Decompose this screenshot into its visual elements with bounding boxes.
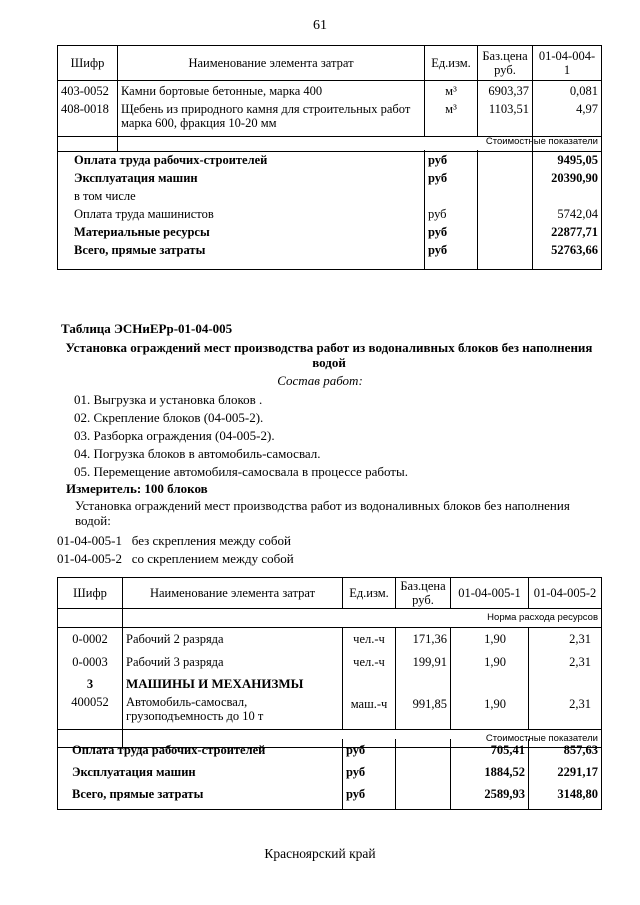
header-unit: Ед.изм. — [425, 46, 478, 81]
header-name: Наименование элемента затрат — [118, 46, 425, 81]
total-name: Эксплуатация машин — [58, 171, 425, 189]
work-item: 01. Выгрузка и установка блоков . — [74, 392, 263, 407]
total-name: Эксплуатация машин — [58, 763, 343, 785]
row-value-1: 1,90 — [451, 693, 529, 730]
row-name: Рабочий 3 разряда — [123, 652, 343, 675]
variant-item — [57, 551, 294, 567]
total-unit: руб — [425, 243, 478, 270]
work-item: 03. Разборка ограждения (04-005-2). — [74, 428, 275, 443]
row-code: 0-0002 — [58, 628, 123, 653]
row-unit: чел.-ч — [343, 628, 396, 653]
total-value: 20390,90 — [533, 171, 602, 189]
header-code: Шифр — [58, 578, 123, 609]
total-name: в том числе — [58, 189, 425, 207]
header-unit: Ед.изм. — [343, 578, 396, 609]
total-value-2: 2291,17 — [529, 763, 602, 785]
total-name: Всего, прямые затраты — [58, 243, 425, 270]
total-value-2: 857,63 — [529, 739, 602, 763]
row-price: 6903,37 — [478, 81, 533, 99]
totals-table-1 — [57, 150, 602, 270]
composition-label: Состав работ: — [277, 373, 363, 388]
total-value: 5742,04 — [533, 207, 602, 225]
total-value-1: 2589,93 — [451, 785, 529, 810]
total-name: Оплата труда машинистов — [58, 207, 425, 225]
total-name: Материальные ресурсы — [58, 225, 425, 243]
header-name: Наименование элемента затрат — [123, 578, 343, 609]
row-value: 4,97 — [533, 98, 602, 137]
section-heading: Установка ограждений мест производства работ из водоналивных блоков без наполнения водой — [65, 340, 593, 370]
meter-description: Установка ограждений мест производства работ из водоналивных блоков без наполнения водой: — [75, 498, 570, 528]
total-name: Оплата труда рабочих-строителей — [58, 739, 343, 763]
table-row — [58, 652, 602, 675]
work-item: 02. Скрепление блоков (04-005-2). — [74, 410, 264, 425]
variant-code: 01-04-005-2 — [57, 551, 122, 566]
footer-region: Красноярский край — [264, 846, 376, 861]
row-price: 199,91 — [396, 652, 451, 675]
total-value: 22877,71 — [533, 225, 602, 243]
total-value-1: 1884,52 — [451, 763, 529, 785]
row-price: 991,85 — [396, 693, 451, 730]
page-number: 61 — [313, 18, 327, 33]
table-row — [58, 98, 602, 137]
total-unit: руб — [343, 739, 396, 763]
header-norm-1: 01-04-005-1 — [451, 578, 529, 609]
row-price: 1103,51 — [478, 98, 533, 137]
row-value-2: 2,31 — [529, 652, 602, 675]
meter-label: Измеритель: 100 блоков — [66, 481, 208, 496]
total-unit: руб — [425, 207, 478, 225]
group-name: МАШИНЫ И МЕХАНИЗМЫ — [123, 675, 343, 693]
row-value-1: 1,90 — [451, 628, 529, 653]
row-unit: чел.-ч — [343, 652, 396, 675]
total-unit: руб — [343, 785, 396, 810]
header-code: Шифр — [58, 46, 118, 81]
work-item: 04. Погрузка блоков в автомобиль-самосвал. — [74, 446, 321, 461]
row-unit: маш.-ч — [343, 693, 396, 730]
group-code: 3 — [58, 675, 123, 693]
row-code: 400052 — [58, 693, 123, 730]
group-row — [58, 675, 602, 693]
row-price: 171,36 — [396, 628, 451, 653]
table-row — [58, 628, 602, 653]
table-row — [58, 81, 602, 99]
row-code: 0-0003 — [58, 652, 123, 675]
total-value-1: 705,41 — [451, 739, 529, 763]
total-name: Всего, прямые затраты — [58, 785, 343, 810]
row-name: Рабочий 2 разряда — [123, 628, 343, 653]
header-price: Баз.цена руб. — [478, 46, 533, 81]
row-value: 0,081 — [533, 81, 602, 99]
total-unit: руб — [425, 171, 478, 189]
total-value: 52763,66 — [533, 243, 602, 270]
variant-item — [57, 533, 291, 549]
total-unit: руб — [425, 225, 478, 243]
row-value-2: 2,31 — [529, 693, 602, 730]
row-unit: м³ — [425, 81, 478, 99]
total-value: 9495,05 — [533, 150, 602, 171]
norm-label: Норма расхода ресурсов — [123, 609, 602, 628]
row-code: 403-0052 — [58, 81, 118, 99]
table-title: Таблица ЭСНиЕРр-01-04-005 — [61, 321, 233, 336]
variant-text: без скрепления между собой — [131, 533, 291, 548]
row-value-1: 1,90 — [451, 652, 529, 675]
row-name: Щебень из природного камня для строительных работ марка 600, фракция 10-20 мм — [118, 98, 425, 137]
table-row — [58, 693, 602, 730]
totals-table-2 — [57, 739, 602, 810]
total-unit: руб — [425, 150, 478, 171]
variant-code: 01-04-005-1 — [57, 533, 122, 548]
row-name: Автомобиль-самосвал, грузоподъемность до 10 т — [123, 693, 343, 730]
resource-table-2 — [57, 577, 602, 748]
row-name: Камни бортовые бетонные, марка 400 — [118, 81, 425, 99]
row-value-2: 2,31 — [529, 628, 602, 653]
total-unit: руб — [343, 763, 396, 785]
total-name: Оплата труда рабочих-строителей — [58, 150, 425, 171]
row-unit: м³ — [425, 98, 478, 137]
cost-indicators-label: Стоимостные показатели — [485, 136, 598, 147]
row-code: 408-0018 — [58, 98, 118, 137]
work-item: 05. Перемещение автомобиля-самосвала в процессе работы. — [74, 464, 408, 479]
variant-text: со скреплением между собой — [131, 551, 294, 566]
header-price: Баз.цена руб. — [396, 578, 451, 609]
header-norm: 01-04-004-1 — [533, 46, 602, 81]
header-norm-2: 01-04-005-2 — [529, 578, 602, 609]
total-value-2: 3148,80 — [529, 785, 602, 810]
cost-indicators-label: Стоимостные показатели — [123, 730, 602, 748]
